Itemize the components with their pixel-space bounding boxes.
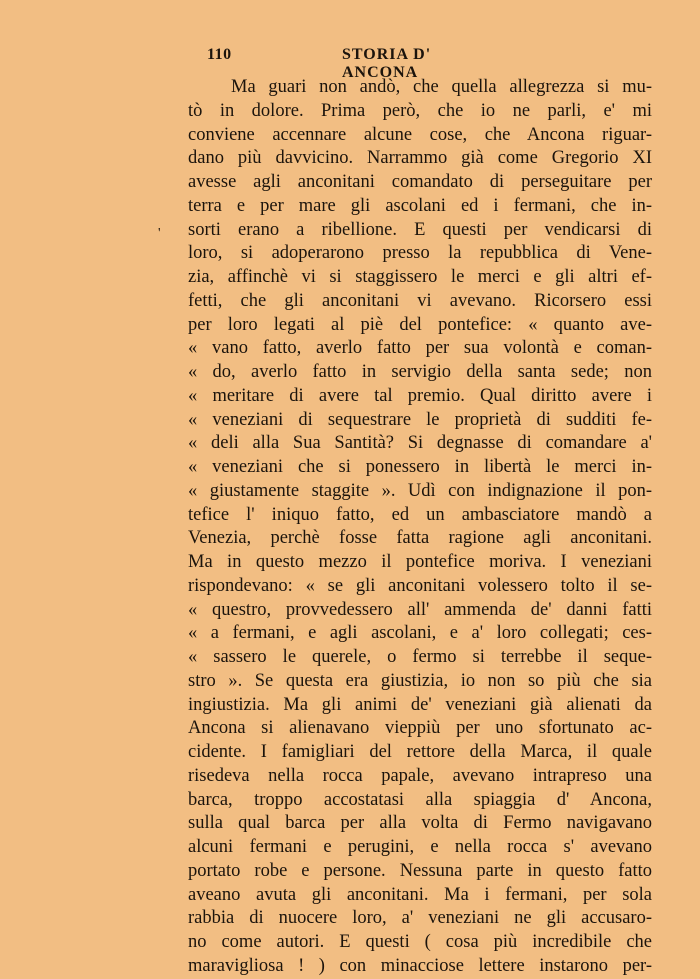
- text-line: alcuni fermani e perugini, e nella rocca s' avevano: [188, 837, 652, 857]
- text-line: per loro legati al piè del pontefice: « quanto ave-: [188, 314, 652, 335]
- text-line: « deli alla Sua Santità? Si degnasse di comandare a': [188, 433, 652, 454]
- text-line: stro ». Se questa era giustizia, io non so più che sia: [188, 670, 652, 691]
- text-line: risedeva nella rocca papale, avevano intrapreso una: [188, 765, 652, 786]
- text-line: « a fermani, e agli ascolani, e a' loro collegati; ces-: [188, 623, 652, 644]
- text-line: sorti erano a ribellione. E questi per vendicarsi di: [188, 219, 652, 240]
- running-title: STORIA D' ANCONA: [342, 46, 432, 81]
- text-line: tò in dolore. Prima però, che io ne parli, e' mi: [188, 100, 652, 121]
- body-text: [188, 76, 652, 979]
- text-line: « veneziani di sequestrare le proprietà di sudditi fe-: [188, 409, 652, 430]
- text-line: Ma in questo mezzo il pontefice moriva. I veneziani: [188, 552, 652, 572]
- text-line: terra e per mare gli ascolani ed i fermani, che in-: [188, 195, 652, 216]
- text-line: rabbia di nuocere loro, a' veneziani ne gli accusaro-: [188, 908, 652, 929]
- text-line: zia, affinchè vi si staggissero le merci e gli altri ef-: [188, 267, 652, 287]
- text-line: conviene accennare alcune cose, che Ancona riguar-: [188, 124, 652, 145]
- text-line: aveano avuta gli anconitani. Ma i fermani, per sola: [188, 884, 652, 905]
- text-line: Ma guari non andò, che quella allegrezza si mu-: [231, 77, 652, 97]
- text-line: « questro, provvedessero all' ammenda de' danni fatti: [188, 599, 652, 620]
- text-line: « meritare di avere tal premio. Qual diritto avere i: [188, 385, 652, 406]
- text-line: Venezia, perchè fosse fatta ragione agli anconitani.: [188, 528, 652, 549]
- text-line: tefice l' iniquo fatto, ed un ambasciatore mandò a: [188, 504, 652, 525]
- text-line: no come autori. E questi ( cosa più incredibile che: [188, 932, 652, 952]
- text-line: maravigliosa ! ) con minacciose lettere instarono per-: [188, 955, 652, 976]
- text-line: « vano fatto, averlo fatto per sua volontà e coman-: [188, 338, 652, 359]
- text-line: loro, si adoperarono presso la repubblica di Vene-: [188, 243, 652, 264]
- text-line: avesse agli anconitani comandato di perseguitare per: [188, 172, 652, 192]
- text-line: « veneziani che si ponessero in libertà le merci in-: [188, 457, 652, 477]
- text-line: Ancona si alienavano vieppiù per uno sfortunato ac-: [188, 718, 652, 739]
- text-line: cidente. I famigliari del rettore della Marca, il quale: [188, 742, 652, 762]
- text-line: ingiustizia. Ma gli animi de' veneziani già alienati da: [188, 694, 652, 715]
- page-number: 110: [207, 46, 232, 63]
- text-line: « giustamente staggite ». Udì con indignazione il pon-: [188, 480, 652, 501]
- text-line: fetti, che gli anconitani vi avevano. Ricorsero essi: [188, 290, 652, 311]
- margin-mark: ': [158, 226, 161, 241]
- text-line: « sassero le querele, o fermo si terrebbe il seque-: [188, 647, 652, 667]
- text-line: dano più davvicino. Narrammo già come Gregorio XI: [188, 148, 652, 169]
- text-line: sulla qual barca per alla volta di Fermo navigavano: [188, 813, 652, 834]
- text-line: barca, troppo accostatasi alla spiaggia d' Ancona,: [188, 789, 652, 810]
- text-line: portato robe e persone. Nessuna parte in questo fatto: [188, 860, 652, 881]
- text-line: « do, averlo fatto in servigio della santa sede; non: [188, 362, 652, 382]
- page-header: [207, 46, 507, 81]
- text-line: rispondevano: « se gli anconitani volessero tolto il se-: [188, 575, 652, 596]
